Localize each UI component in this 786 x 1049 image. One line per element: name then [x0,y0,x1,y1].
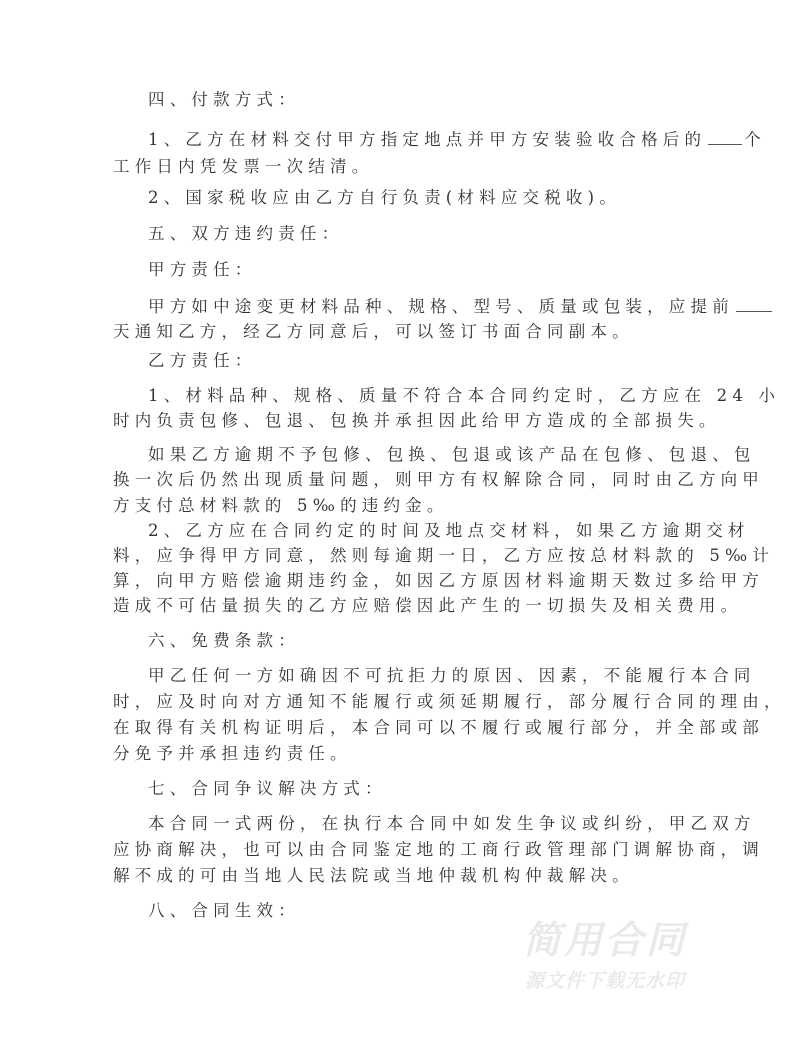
paragraph-line: 算，向甲方赔偿逾期违约金，如因乙方原因材料逾期天数过多给甲方 [113,571,764,590]
paragraph-line: 解不成的可由当地人民法院或当地仲裁机构仲裁解决。 [113,866,634,885]
subheading-party-b: 乙方责任： [148,351,257,370]
watermark [505,918,705,994]
paragraph-line: 天通知乙方，经乙方同意后，可以签订书面合同副本。 [113,322,634,341]
section-heading-effective: 八、合同生效： [148,901,300,920]
paragraph-line: 本合同一式两份，在执行本合同中如发生争议或纠纷，甲乙双方 [148,814,756,833]
watermark-subtitle: 源文件下载无水印 [524,970,685,992]
paragraph-line: 时内负责包修、包退、包换并承担因此给甲方造成的全部损失。 [113,411,721,430]
paragraph-line: 如果乙方逾期不予包修、包换、包退或该产品在包修、包退、包 [148,445,756,464]
paragraph-line [148,297,738,317]
subheading-party-a: 甲方责任： [148,260,257,279]
paragraph-line [148,130,766,150]
fill-in-blank [708,130,742,145]
paragraph-line: 时，应及时向对方通知不能履行或须延期履行，部分履行合同的理由， [113,692,786,711]
paragraph-line: 甲乙任何一方如确因不可抗拒力的原因、因素，不能履行本合同 [148,666,756,685]
paragraph-text: 个 [744,130,766,149]
paragraph-line: 2、乙方应在合同约定的时间及地点交材料，如果乙方逾期交材 [148,521,750,540]
paragraph-text: 甲方如中途变更材料品种、规格、型号、质量或包装，应提前 [148,297,734,316]
section-heading-liability: 五、双方违约责任： [148,224,344,243]
paragraph-text: 1、乙方在材料交付甲方指定地点并甲方安装验收合格后的 [148,130,707,149]
paragraph-line: 应协商解决，也可以由合同鉴定地的工商行政管理部门调解协商，调 [113,840,764,859]
paragraph-line: 方支付总材料款的 5‰的违约金。 [113,496,449,515]
paragraph-line: 造成不可估量损失的乙方应赔偿因此产生的一切损失及相关费用。 [113,596,743,615]
fill-in-blank [736,297,772,312]
paragraph-line: 料，应争得甲方同意，然则每逾期一日，乙方应按总材料款的 5‰计 [113,546,775,565]
section-heading-exemption: 六、免费条款： [148,631,300,650]
paragraph-line: 工作日内凭发票一次结清。 [113,157,374,176]
paragraph-line: 分免予并承担违约责任。 [113,744,352,763]
section-heading-payment: 四、付款方式： [148,90,300,109]
watermark-title: 简用合同 [522,918,687,962]
paragraph-line: 1、材料品种、规格、质量不符合本合同约定时，乙方应在 24 小 [148,386,781,405]
section-heading-dispute: 七、合同争议解决方式： [148,779,387,798]
paragraph-line: 在取得有关机构证明后，本合同可以不履行或履行部分，并全部或部 [113,718,764,737]
paragraph-line: 2、国家税收应由乙方自行负责(材料应交税收)。 [148,188,621,207]
paragraph-line: 换一次后仍然出现质量问题，则甲方有权解除合同，同时由乙方向甲 [113,470,764,489]
